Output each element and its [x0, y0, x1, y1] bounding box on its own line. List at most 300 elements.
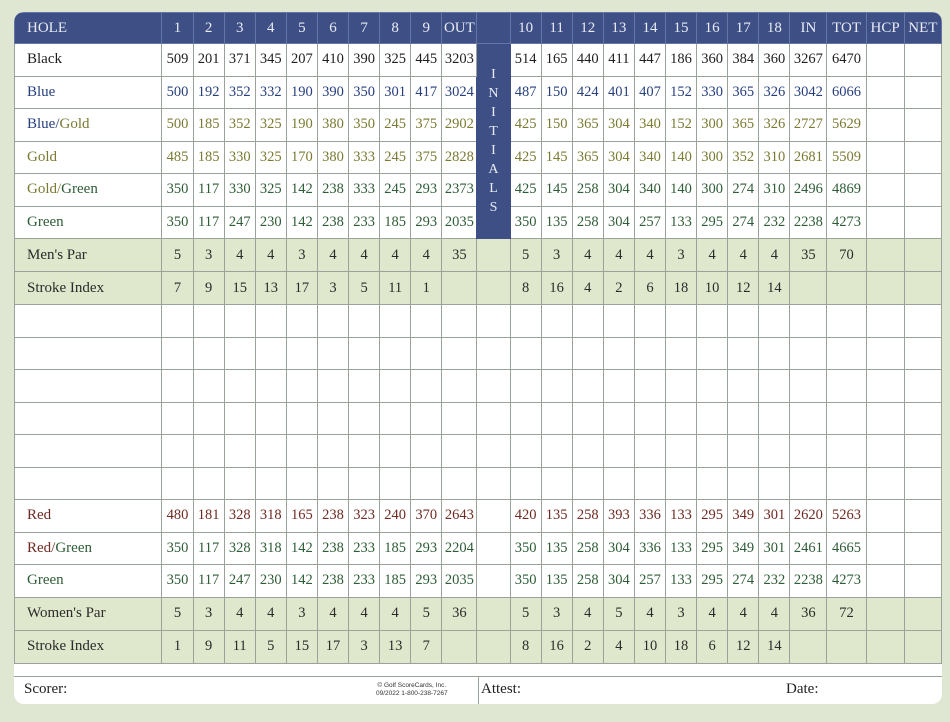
yardage-cell: 142	[286, 206, 317, 239]
player-name-cell[interactable]	[15, 402, 162, 435]
score-cell[interactable]	[866, 337, 904, 370]
tee-label	[15, 174, 162, 207]
score-cell[interactable]	[728, 337, 759, 370]
score-cell[interactable]	[904, 467, 941, 500]
hcp-cell	[866, 109, 904, 142]
yardage-cell: 258	[572, 565, 603, 598]
womens-par-row	[15, 597, 942, 630]
yardage-cell: 333	[349, 174, 380, 207]
score-cell[interactable]	[224, 370, 255, 403]
score-cell[interactable]	[255, 402, 286, 435]
score-cell[interactable]	[286, 305, 317, 338]
score-cell[interactable]	[380, 305, 411, 338]
hcp-cell	[866, 141, 904, 174]
score-cell[interactable]	[904, 402, 941, 435]
score-cell[interactable]	[634, 337, 665, 370]
mens-stroke-index-row-cell: 17	[286, 272, 317, 305]
yardage-cell: 170	[286, 141, 317, 174]
score-cell[interactable]	[790, 370, 827, 403]
in-header: IN	[790, 13, 827, 44]
score-cell[interactable]	[790, 467, 827, 500]
score-cell[interactable]	[442, 370, 477, 403]
score-cell[interactable]	[349, 305, 380, 338]
tee-name: Red	[27, 507, 52, 524]
in-total: 2238	[790, 565, 827, 598]
score-cell[interactable]	[162, 337, 193, 370]
score-cell[interactable]	[904, 435, 941, 468]
score-cell[interactable]	[162, 435, 193, 468]
player-name-cell[interactable]	[15, 467, 162, 500]
yardage-cell: 300	[697, 141, 728, 174]
score-cell[interactable]	[665, 467, 696, 500]
score-cell[interactable]	[603, 370, 634, 403]
initials-gap	[477, 565, 510, 598]
score-cell[interactable]	[224, 337, 255, 370]
net-cell	[904, 597, 941, 630]
yardage-cell: 325	[380, 44, 411, 77]
yardage-cell: 350	[510, 532, 541, 565]
yardage-cell: 352	[224, 109, 255, 142]
yardage-cell: 133	[665, 565, 696, 598]
yardage-cell: 247	[224, 565, 255, 598]
yardage-cell: 350	[510, 206, 541, 239]
score-cell[interactable]	[349, 370, 380, 403]
score-cell[interactable]	[286, 370, 317, 403]
score-cell[interactable]	[411, 435, 442, 468]
score-cell[interactable]	[866, 305, 904, 338]
total: 5263	[827, 500, 866, 533]
score-cell[interactable]	[541, 402, 572, 435]
score-cell[interactable]	[697, 435, 728, 468]
net-cell	[904, 174, 941, 207]
out-total: 2035	[442, 206, 477, 239]
score-cell[interactable]	[411, 337, 442, 370]
score-cell[interactable]	[349, 467, 380, 500]
hole-number: 8	[380, 13, 411, 44]
score-cell[interactable]	[477, 402, 510, 435]
score-cell[interactable]	[477, 435, 510, 468]
score-cell[interactable]	[603, 305, 634, 338]
yardage-cell: 371	[224, 44, 255, 77]
score-cell[interactable]	[317, 435, 348, 468]
score-cell[interactable]	[603, 435, 634, 468]
score-cell[interactable]	[603, 337, 634, 370]
player-name-cell[interactable]	[15, 370, 162, 403]
yardage-cell: 233	[349, 565, 380, 598]
yardage-cell: 390	[349, 44, 380, 77]
yardage-cell: 240	[380, 500, 411, 533]
initials-header-gap	[477, 13, 510, 44]
yardage-cell: 257	[634, 565, 665, 598]
score-cell[interactable]	[510, 337, 541, 370]
yardage-cell: 133	[665, 500, 696, 533]
player-score-row[interactable]	[15, 337, 942, 370]
score-cell[interactable]	[541, 467, 572, 500]
score-cell[interactable]	[866, 370, 904, 403]
yardage-cell: 295	[697, 532, 728, 565]
score-cell[interactable]	[634, 370, 665, 403]
score-cell[interactable]	[317, 402, 348, 435]
womens-par-row-cell: 4	[728, 597, 759, 630]
yardage-cell: 117	[193, 565, 224, 598]
yardage-cell: 410	[317, 44, 348, 77]
womens-stroke-index-row-cell: 11	[224, 630, 255, 663]
score-cell[interactable]	[162, 305, 193, 338]
initials-letter: I	[491, 105, 496, 120]
score-cell[interactable]	[572, 435, 603, 468]
score-cell[interactable]	[193, 467, 224, 500]
out-total: 2828	[442, 141, 477, 174]
score-cell[interactable]	[541, 337, 572, 370]
score-cell[interactable]	[603, 402, 634, 435]
score-cell[interactable]	[510, 402, 541, 435]
yardage-cell: 304	[603, 532, 634, 565]
hcp-cell	[866, 532, 904, 565]
score-cell[interactable]	[634, 305, 665, 338]
yardage-cell: 135	[541, 206, 572, 239]
mens-par-row	[15, 239, 942, 272]
yardage-cell: 325	[255, 174, 286, 207]
yardage-cell: 207	[286, 44, 317, 77]
score-cell[interactable]	[541, 435, 572, 468]
yardage-cell: 293	[411, 174, 442, 207]
score-cell[interactable]	[510, 370, 541, 403]
score-cell[interactable]	[317, 337, 348, 370]
score-cell[interactable]	[728, 370, 759, 403]
score-cell[interactable]	[224, 305, 255, 338]
score-cell[interactable]	[411, 370, 442, 403]
score-cell[interactable]	[380, 370, 411, 403]
score-cell[interactable]	[510, 467, 541, 500]
score-cell[interactable]	[790, 337, 827, 370]
score-cell[interactable]	[634, 435, 665, 468]
tee-name-secondary: Green	[61, 181, 98, 198]
hcp-cell	[866, 206, 904, 239]
score-cell[interactable]	[162, 467, 193, 500]
score-cell[interactable]	[255, 305, 286, 338]
score-cell[interactable]	[759, 467, 790, 500]
score-cell[interactable]	[442, 467, 477, 500]
womens-stroke-index-row-cell: 9	[193, 630, 224, 663]
yardage-cell: 274	[728, 174, 759, 207]
tee-label	[15, 44, 162, 77]
yardage-cell: 424	[572, 76, 603, 109]
yardage-cell: 301	[380, 76, 411, 109]
in-total: 2238	[790, 206, 827, 239]
yardage-cell: 310	[759, 174, 790, 207]
score-cell[interactable]	[442, 402, 477, 435]
score-cell[interactable]	[380, 402, 411, 435]
tot-cell	[827, 272, 866, 305]
score-cell[interactable]	[162, 402, 193, 435]
score-cell[interactable]	[904, 305, 941, 338]
score-cell[interactable]	[411, 305, 442, 338]
score-cell[interactable]	[380, 337, 411, 370]
mens-par-row-label: Men's Par	[15, 239, 162, 272]
score-cell[interactable]	[224, 435, 255, 468]
score-cell[interactable]	[349, 402, 380, 435]
score-cell[interactable]	[665, 337, 696, 370]
tee-name-primary: Red	[27, 539, 52, 556]
yardage-cell: 150	[541, 109, 572, 142]
yardage-cell: 365	[728, 76, 759, 109]
womens-par-row-cell: 3	[286, 597, 317, 630]
score-cell[interactable]	[759, 402, 790, 435]
yardage-cell: 425	[510, 174, 541, 207]
yardage-cell: 150	[541, 76, 572, 109]
net-cell	[904, 109, 941, 142]
womens-par-row-cell: 4	[572, 597, 603, 630]
score-cell[interactable]	[572, 402, 603, 435]
yardage-cell: 310	[759, 141, 790, 174]
player-name-cell[interactable]	[15, 435, 162, 468]
yardage-cell: 480	[162, 500, 193, 533]
score-cell[interactable]	[510, 305, 541, 338]
womens-stroke-index-row-cell: 15	[286, 630, 317, 663]
yardage-cell: 425	[510, 141, 541, 174]
score-cell[interactable]	[790, 402, 827, 435]
score-cell[interactable]	[442, 435, 477, 468]
score-cell[interactable]	[286, 435, 317, 468]
score-cell[interactable]	[255, 467, 286, 500]
initials-gap	[477, 630, 510, 663]
score-cell[interactable]	[541, 370, 572, 403]
score-cell[interactable]	[477, 337, 510, 370]
hcp-header: HCP	[866, 13, 904, 44]
score-cell[interactable]	[411, 467, 442, 500]
score-cell[interactable]	[904, 337, 941, 370]
yardage-cell: 375	[411, 141, 442, 174]
date-label: Date:	[786, 681, 819, 697]
score-cell[interactable]	[255, 337, 286, 370]
score-cell[interactable]	[728, 305, 759, 338]
score-cell[interactable]	[634, 467, 665, 500]
tee-name-separator: /	[55, 116, 60, 133]
score-cell[interactable]	[442, 305, 477, 338]
hcp-cell	[866, 272, 904, 305]
score-cell[interactable]	[442, 337, 477, 370]
tee-row	[15, 500, 942, 533]
player-score-row[interactable]	[15, 402, 942, 435]
hole-number: 15	[665, 13, 696, 44]
score-cell[interactable]	[827, 467, 866, 500]
score-cell[interactable]	[224, 402, 255, 435]
player-score-row[interactable]	[15, 435, 942, 468]
score-cell[interactable]	[697, 370, 728, 403]
score-cell[interactable]	[759, 435, 790, 468]
attest-label: Attest:	[481, 681, 521, 697]
score-cell[interactable]	[866, 467, 904, 500]
player-score-row[interactable]	[15, 467, 942, 500]
score-cell[interactable]	[665, 305, 696, 338]
mens-stroke-index-row-cell: 5	[349, 272, 380, 305]
yardage-cell: 330	[224, 141, 255, 174]
yardage-cell: 350	[162, 206, 193, 239]
yardage-cell: 257	[634, 206, 665, 239]
score-cell[interactable]	[572, 370, 603, 403]
yardage-cell: 323	[349, 500, 380, 533]
initials-letter: I	[491, 67, 496, 82]
score-cell[interactable]	[728, 402, 759, 435]
score-cell[interactable]	[759, 305, 790, 338]
womens-stroke-index-row-cell: 8	[510, 630, 541, 663]
score-cell[interactable]	[477, 370, 510, 403]
score-cell[interactable]	[866, 402, 904, 435]
hcp-cell	[866, 239, 904, 272]
score-cell[interactable]	[827, 337, 866, 370]
score-cell[interactable]	[697, 467, 728, 500]
score-cell[interactable]	[827, 305, 866, 338]
score-cell[interactable]	[572, 467, 603, 500]
score-cell[interactable]	[380, 467, 411, 500]
mens-par-row-cell: 4	[317, 239, 348, 272]
yardage-cell: 349	[728, 500, 759, 533]
mens-stroke-index-row-cell: 4	[572, 272, 603, 305]
womens-par-row-cell: 4	[224, 597, 255, 630]
score-cell[interactable]	[510, 435, 541, 468]
womens-par-row-cell: 3	[193, 597, 224, 630]
hcp-cell	[866, 565, 904, 598]
mens-par-row-cell: 3	[665, 239, 696, 272]
score-cell[interactable]	[572, 337, 603, 370]
score-cell[interactable]	[477, 467, 510, 500]
mens-stroke-index-row-cell: 9	[193, 272, 224, 305]
out-total: 2902	[442, 109, 477, 142]
mens-stroke-index-row-cell: 12	[728, 272, 759, 305]
score-cell[interactable]	[193, 337, 224, 370]
score-cell[interactable]	[665, 435, 696, 468]
hole-number: 10	[510, 13, 541, 44]
yardage-cell: 232	[759, 565, 790, 598]
total: 6470	[827, 44, 866, 77]
yardage-cell: 350	[162, 532, 193, 565]
score-cell[interactable]	[255, 435, 286, 468]
hole-number: 7	[349, 13, 380, 44]
mens-stroke-index-row-label: Stroke Index	[15, 272, 162, 305]
yardage-cell: 133	[665, 532, 696, 565]
net-header: NET	[904, 13, 941, 44]
yardage-cell: 304	[603, 565, 634, 598]
header-row	[15, 13, 942, 44]
yardage-cell: 185	[380, 565, 411, 598]
yardage-cell: 245	[380, 141, 411, 174]
score-cell[interactable]	[193, 305, 224, 338]
yardage-cell: 420	[510, 500, 541, 533]
net-cell	[904, 500, 941, 533]
score-cell[interactable]	[728, 467, 759, 500]
initials-letter: N	[488, 86, 499, 101]
yardage-cell: 384	[728, 44, 759, 77]
score-cell[interactable]	[162, 370, 193, 403]
hcp-cell	[866, 76, 904, 109]
score-cell[interactable]	[349, 337, 380, 370]
tee-label	[15, 141, 162, 174]
yardage-cell: 326	[759, 76, 790, 109]
mens-stroke-index-row-cell: 1	[411, 272, 442, 305]
player-name-cell[interactable]	[15, 305, 162, 338]
yardage-cell: 301	[759, 532, 790, 565]
mens-par-row-cell: 4	[697, 239, 728, 272]
score-cell[interactable]	[904, 370, 941, 403]
tot-header: TOT	[827, 13, 866, 44]
score-cell[interactable]	[317, 467, 348, 500]
hole-number: 13	[603, 13, 634, 44]
score-cell[interactable]	[827, 435, 866, 468]
score-cell[interactable]	[665, 402, 696, 435]
score-cell[interactable]	[634, 402, 665, 435]
score-cell[interactable]	[411, 402, 442, 435]
score-cell[interactable]	[665, 370, 696, 403]
out-total: 2643	[442, 500, 477, 533]
score-cell[interactable]	[224, 467, 255, 500]
womens-par-row-cell: 4	[380, 597, 411, 630]
mens-par-row-cell: 4	[728, 239, 759, 272]
mens-par-row-cell: 4	[603, 239, 634, 272]
mens-par-row-cell: 4	[224, 239, 255, 272]
score-cell[interactable]	[790, 305, 827, 338]
score-cell[interactable]	[603, 467, 634, 500]
score-cell[interactable]	[286, 337, 317, 370]
yardage-cell: 300	[697, 109, 728, 142]
yardage-cell: 140	[665, 141, 696, 174]
score-cell[interactable]	[317, 370, 348, 403]
score-cell[interactable]	[759, 337, 790, 370]
score-cell[interactable]	[349, 435, 380, 468]
hole-number: 1	[162, 13, 193, 44]
womens-stroke-index-row-cell: 10	[634, 630, 665, 663]
score-cell[interactable]	[866, 435, 904, 468]
score-cell[interactable]	[541, 305, 572, 338]
score-cell[interactable]	[697, 337, 728, 370]
out-header: OUT	[442, 13, 477, 44]
in-total: 3042	[790, 76, 827, 109]
score-cell[interactable]	[697, 402, 728, 435]
score-cell[interactable]	[827, 402, 866, 435]
score-cell[interactable]	[286, 402, 317, 435]
score-cell[interactable]	[572, 305, 603, 338]
hcp-cell	[866, 44, 904, 77]
in-total: 2496	[790, 174, 827, 207]
score-cell[interactable]	[193, 402, 224, 435]
net-cell	[904, 239, 941, 272]
score-cell[interactable]	[317, 305, 348, 338]
mens-par-row-cell: 4	[411, 239, 442, 272]
out-total: 2373	[442, 174, 477, 207]
score-cell[interactable]	[827, 370, 866, 403]
yardage-cell: 340	[634, 141, 665, 174]
player-score-row[interactable]	[15, 305, 942, 338]
score-cell[interactable]	[255, 370, 286, 403]
score-cell[interactable]	[728, 435, 759, 468]
hole-number: 3	[224, 13, 255, 44]
score-cell[interactable]	[790, 435, 827, 468]
total: 5629	[827, 109, 866, 142]
player-score-row[interactable]	[15, 370, 942, 403]
score-cell[interactable]	[477, 305, 510, 338]
score-cell[interactable]	[286, 467, 317, 500]
womens-par-row-cell: 5	[411, 597, 442, 630]
score-cell[interactable]	[759, 370, 790, 403]
in-cell	[790, 272, 827, 305]
score-cell[interactable]	[193, 370, 224, 403]
scorer-label: Scorer:	[24, 681, 68, 697]
player-name-cell[interactable]	[15, 337, 162, 370]
score-cell[interactable]	[697, 305, 728, 338]
score-cell[interactable]	[380, 435, 411, 468]
score-cell[interactable]	[193, 435, 224, 468]
mens-stroke-index-row-cell: 16	[541, 272, 572, 305]
yardage-cell: 330	[697, 76, 728, 109]
